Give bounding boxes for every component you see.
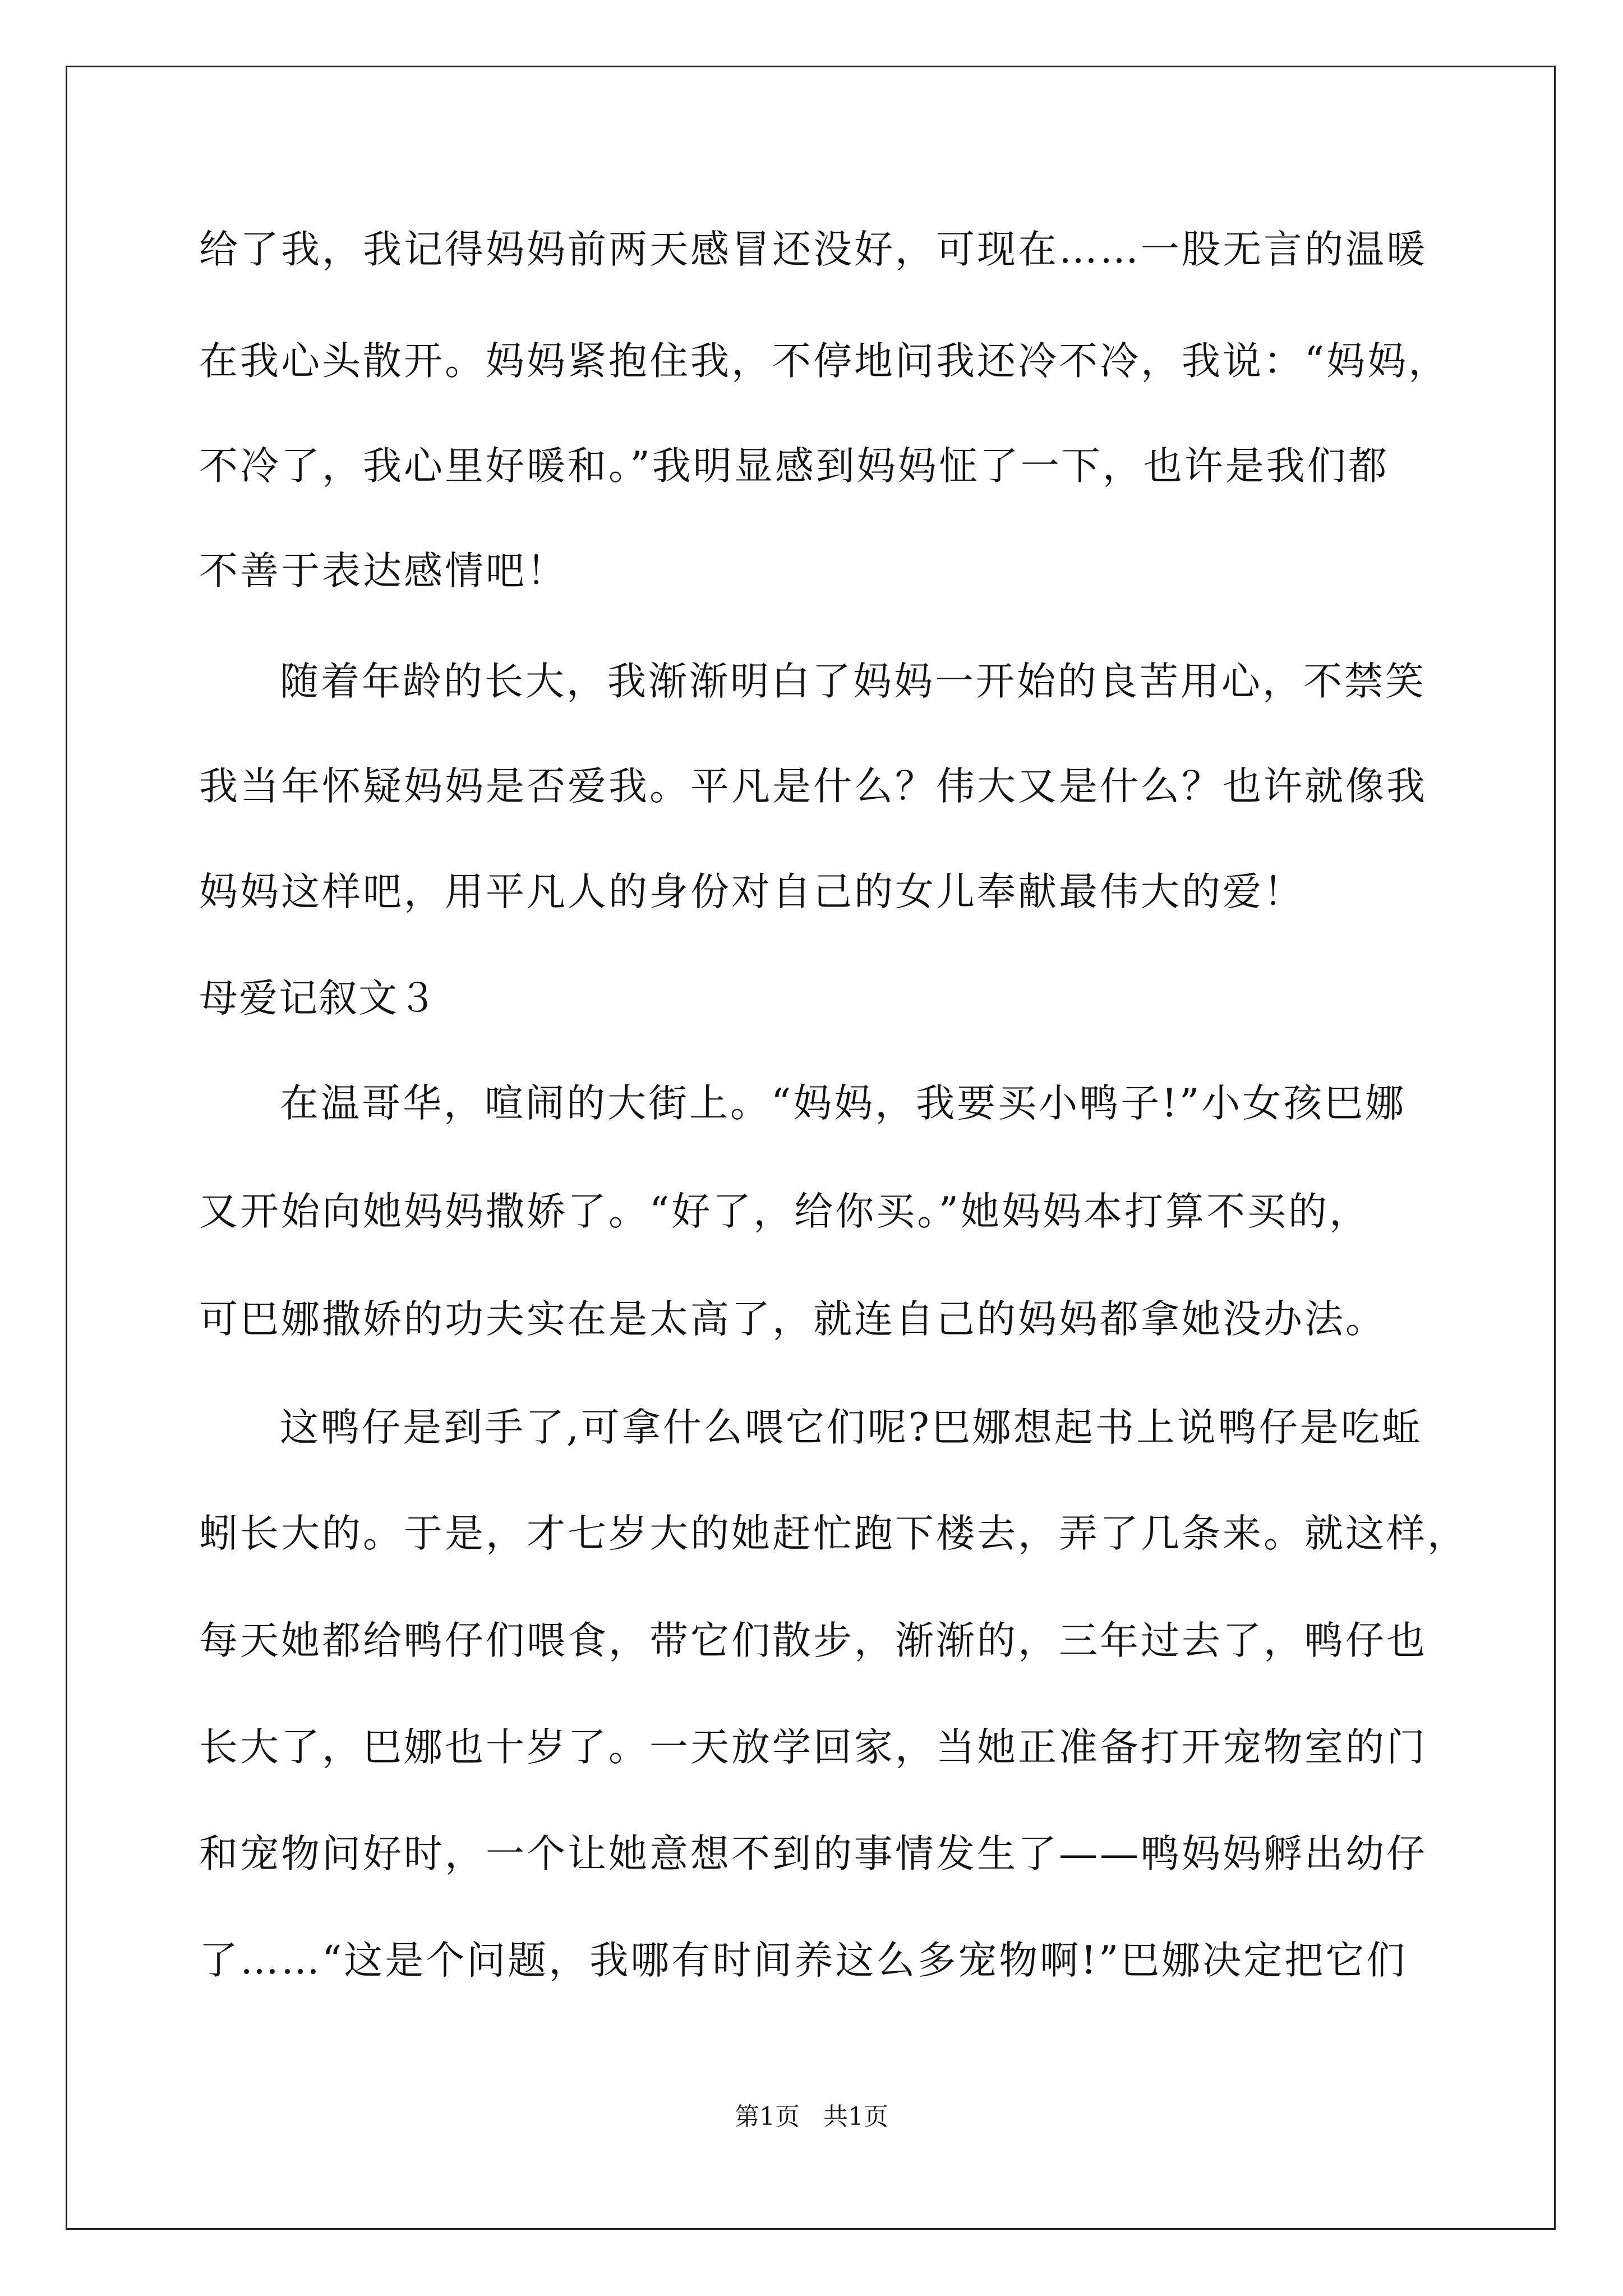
page-border <box>66 66 1556 2230</box>
paragraph-line: 蚓长大的。于是，才七岁大的她赶忙跑下楼去，弄了几条来。就这样， <box>199 1511 1468 1556</box>
paragraph-line: 在温哥华，喧闹的大街上。“妈妈，我要买小鸭子!”小女孩巴娜 <box>280 1081 1407 1126</box>
paragraph-line: 随着年龄的长大，我渐渐明白了妈妈一开始的良苦用心，不禁笑 <box>280 659 1426 704</box>
section-heading: 母爱记叙文３ <box>199 976 438 1021</box>
paragraph-line: 妈妈这样吧，用平凡人的身份对自己的女儿奉献最伟大的爱！ <box>199 869 1304 914</box>
paragraph-line: 每天她都给鸭仔们喂食，带它们散步，渐渐的，三年过去了，鸭仔也 <box>199 1618 1427 1663</box>
page-footer: 第1页 共1页 <box>735 2102 888 2131</box>
paragraph-line: 给了我，我记得妈妈前两天感冒还没好，可现在……一股无言的温暖 <box>199 227 1427 272</box>
paragraph-line: 我当年怀疑妈妈是否爱我。平凡是什么？伟大又是什么？也许就像我 <box>199 764 1427 809</box>
paragraph-line: 又开始向她妈妈撒娇了。“好了，给你买。”她妈妈本打算不买的， <box>199 1189 1371 1234</box>
paragraph-line: 和宠物问好时，一个让她意想不到的事情发生了——鸭妈妈孵出幼仔 <box>199 1832 1427 1876</box>
paragraph-line: 这鸭仔是到手了,可拿什么喂它们呢?巴娜想起书上说鸭仔是吃蚯 <box>280 1405 1423 1450</box>
paragraph-line: 了……“这是个问题，我哪有时间养这么多宠物啊!”巴娜决定把它们 <box>199 1938 1408 1983</box>
paragraph-line: 在我心头散开。妈妈紧抱住我，不停地问我还冷不冷，我说：“妈妈， <box>199 339 1450 384</box>
paragraph-line: 长大了，巴娜也十岁了。一天放学回家，当她正准备打开宠物室的门 <box>199 1725 1427 1770</box>
paragraph-line: 不善于表达感情吧！ <box>199 549 568 593</box>
paragraph-line: 可巴娜撒娇的功夫实在是太高了，就连自己的妈妈都拿她没办法。 <box>199 1297 1386 1342</box>
paragraph-line: 不冷了，我心里好暖和。”我明显感到妈妈怔了一下，也许是我们都 <box>199 444 1389 489</box>
